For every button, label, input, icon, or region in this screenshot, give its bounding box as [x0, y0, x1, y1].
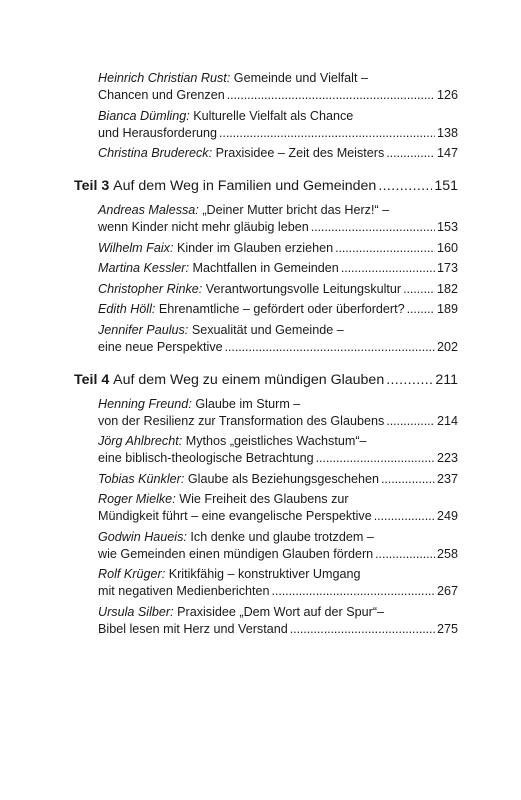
entry-first-line	[98, 202, 458, 219]
dot-leader	[290, 621, 435, 638]
dot-leader	[381, 471, 435, 488]
part-page-number: 151	[434, 178, 458, 194]
entry-title: Ich denke und glaube trotzdem –	[190, 529, 374, 544]
toc-entry-rinke[interactable]	[98, 281, 458, 298]
entry-last-line	[98, 546, 458, 563]
entry-title-cont: von der Resilienz zur Transformation des Glaubens	[98, 413, 385, 428]
dot-leader	[374, 508, 435, 525]
table-of-contents	[74, 70, 458, 641]
entry-author: Heinrich Christian Rust:	[98, 71, 231, 85]
toc-entry-brudereck[interactable]	[98, 145, 458, 162]
entry-author: Godwin Haueis:	[98, 529, 187, 544]
part-heading-3[interactable]	[74, 176, 458, 196]
dot-leader	[386, 370, 433, 390]
entry-title-cont: eine biblisch-theologische Betrachtung	[98, 451, 314, 465]
dot-leader	[403, 281, 435, 298]
dot-leader	[386, 145, 435, 162]
part-page-number: 211	[435, 371, 458, 388]
entry-title: Wie Freiheit des Glaubens zur	[179, 492, 349, 506]
entry-title: Mythos „geistliches Wachstum“–	[185, 434, 367, 448]
entry-title: Glaube im Sturm –	[195, 396, 301, 411]
entry-page-number: 202	[436, 339, 458, 354]
toc-entry-duemling[interactable]	[98, 108, 458, 142]
entry-title-cont: mit negativen Medienberichten	[98, 584, 270, 598]
entry-author: Jennifer Paulus:	[98, 322, 189, 337]
entry-first-line	[98, 529, 458, 546]
entry-single-line	[98, 281, 458, 298]
toc-entry-rust[interactable]	[98, 70, 458, 104]
dot-leader	[335, 240, 435, 257]
entry-first-line	[98, 604, 458, 621]
toc-entry-hoell[interactable]	[98, 301, 458, 318]
toc-entry-silber[interactable]	[98, 604, 458, 638]
entry-last-line	[98, 339, 458, 356]
entry-title-cont: Bibel lesen mit Herz und Verstand	[98, 621, 288, 636]
dot-leader	[378, 176, 432, 196]
part-title: Auf dem Weg in Familien und Gemeinden	[113, 178, 377, 194]
entry-title-cont: wenn Kinder nicht mehr gläubig leben	[98, 220, 309, 234]
entry-page-number: 160	[436, 240, 458, 255]
entry-author: Bianca Dümling:	[98, 108, 190, 123]
entry-single-line	[98, 471, 458, 488]
entry-page-number: 189	[436, 302, 458, 316]
toc-entry-malessa[interactable]	[98, 202, 458, 236]
entry-author: Roger Mielke:	[98, 492, 176, 506]
entry-page-number: 182	[436, 281, 458, 296]
entry-author: Ursula Silber:	[98, 604, 174, 619]
entry-author: Andreas Malessa:	[98, 203, 199, 217]
entry-title-cont: und Herausforderung	[98, 125, 218, 140]
entry-first-line	[98, 322, 458, 339]
entry-first-line	[98, 396, 458, 413]
entry-last-line	[98, 219, 458, 236]
toc-entry-haueis[interactable]	[98, 529, 458, 563]
entry-title: Praxisidee – Zeit des Meisters	[215, 146, 385, 160]
entry-title-cont: wie Gemeinden einen mündigen Glauben fördern	[98, 546, 374, 561]
part-label: Teil 4	[74, 371, 110, 388]
entry-title: Kinder im Glauben erziehen	[176, 240, 334, 255]
entry-page-number: 249	[436, 509, 458, 523]
entry-title: Praxisidee „Dem Wort auf der Spur“–	[177, 604, 385, 619]
entry-page-number: 147	[436, 146, 458, 160]
entry-author: Jörg Ahlbrecht:	[98, 434, 183, 448]
entry-page-number: 258	[436, 546, 458, 561]
dot-leader	[311, 219, 435, 236]
entry-title: Sexualität und Gemeinde –	[191, 322, 344, 337]
toc-entry-freund[interactable]	[98, 396, 458, 430]
dot-leader	[225, 339, 435, 356]
dot-leader	[227, 87, 435, 104]
entry-title: Verantwortungsvolle Leitungskultur	[205, 281, 402, 296]
entry-last-line	[98, 125, 458, 142]
part-label: Teil 3	[74, 178, 110, 194]
entry-last-line	[98, 450, 458, 467]
dot-leader	[386, 413, 435, 430]
entry-title: „Deiner Mutter bricht das Herz!“ –	[202, 203, 390, 217]
part-heading-4[interactable]	[74, 370, 458, 390]
entry-first-line	[98, 566, 458, 583]
entry-title: Ehrenamtliche – gefördert oder überfordert?	[158, 302, 405, 316]
entry-last-line	[98, 621, 458, 638]
dot-leader	[375, 546, 435, 563]
entry-last-line	[98, 583, 458, 600]
entry-page-number: 138	[436, 125, 458, 140]
toc-entry-faix[interactable]	[98, 240, 458, 257]
dot-leader	[272, 583, 435, 600]
toc-entry-krueger[interactable]	[98, 566, 458, 600]
entry-single-line	[98, 260, 458, 277]
entry-title: Machtfallen in Gemeinden	[192, 261, 339, 275]
entry-first-line	[98, 108, 458, 125]
entry-page-number: 267	[436, 584, 458, 598]
dot-leader	[316, 450, 435, 467]
entry-title: Kulturelle Vielfalt als Chance	[193, 108, 354, 123]
entry-first-line	[98, 70, 458, 87]
entry-page-number: 275	[436, 621, 458, 636]
entry-single-line	[98, 240, 458, 257]
entry-author: Christopher Rinke:	[98, 281, 203, 296]
entry-last-line	[98, 87, 458, 104]
toc-entry-kessler[interactable]	[98, 260, 458, 277]
toc-entry-mielke[interactable]	[98, 491, 458, 525]
entry-first-line	[98, 433, 458, 450]
entry-title-cont: Mündigkeit führt – eine evangelische Perspektive	[98, 509, 372, 523]
entry-author: Tobias Künkler:	[98, 471, 185, 486]
entry-page-number: 237	[436, 471, 458, 486]
dot-leader	[219, 125, 435, 142]
entry-page-number: 214	[436, 413, 458, 428]
entry-last-line	[98, 508, 458, 525]
entry-last-line	[98, 413, 458, 430]
entry-single-line	[98, 145, 458, 162]
entry-author: Martina Kessler:	[98, 261, 189, 275]
entry-title-cont: eine neue Perspektive	[98, 339, 223, 354]
entry-page-number: 173	[436, 261, 458, 275]
entry-author: Christina Brudereck:	[98, 146, 213, 160]
part-title: Auf dem Weg zu einem mündigen Glauben	[113, 371, 385, 388]
entry-page-number: 223	[436, 451, 458, 465]
dot-leader	[407, 301, 435, 318]
dot-leader	[341, 260, 435, 277]
entry-title: Gemeinde und Vielfalt –	[233, 71, 368, 85]
entry-author: Edith Höll:	[98, 302, 156, 316]
entry-title-cont: Chancen und Grenzen	[98, 88, 225, 102]
entry-page-number: 126	[436, 88, 458, 102]
entry-page-number: 153	[436, 220, 458, 234]
entry-title: Kritikfähig – konstruktiver Umgang	[168, 567, 361, 581]
toc-entry-paulus[interactable]	[98, 322, 458, 356]
entry-first-line	[98, 491, 458, 508]
entry-title: Glaube als Beziehungsgeschehen	[187, 471, 379, 486]
entry-single-line	[98, 301, 458, 318]
toc-entry-kuenkler[interactable]	[98, 471, 458, 488]
entry-author: Henning Freund:	[98, 396, 192, 411]
toc-entry-ahlbrecht[interactable]	[98, 433, 458, 467]
entry-author: Wilhelm Faix:	[98, 240, 174, 255]
entry-author: Rolf Krüger:	[98, 567, 166, 581]
